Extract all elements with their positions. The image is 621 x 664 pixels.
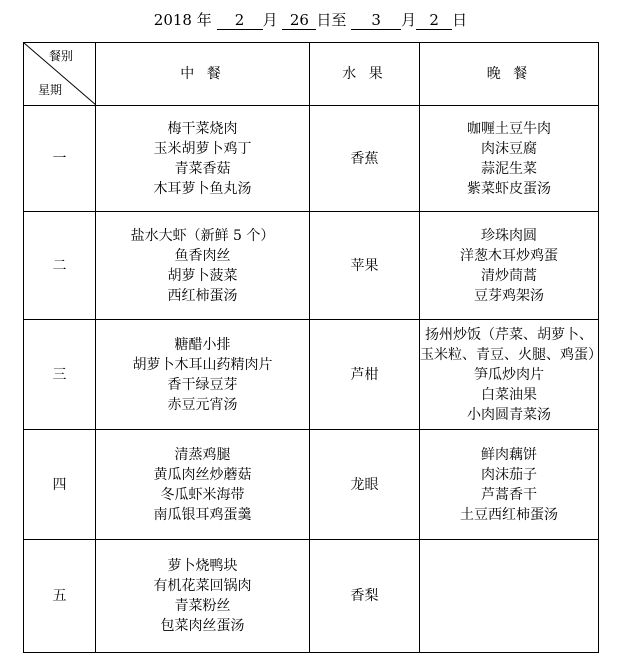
dish-item: 小肉圆青菜汤 — [467, 406, 551, 423]
weekday-cell: 五 — [24, 540, 96, 653]
title-start-month: 2 — [217, 12, 263, 30]
dish-item: 玉米粒、青豆、火腿、鸡蛋） — [420, 346, 602, 363]
dish-item: 萝卜烧鸭块 — [167, 558, 238, 574]
corner-cell — [24, 43, 96, 106]
dish-item: 笋瓜炒肉片 — [474, 366, 544, 383]
table-row — [24, 212, 599, 320]
table-row — [24, 106, 599, 212]
dish-item: 蒜泥生菜 — [481, 160, 537, 177]
table-row — [24, 430, 599, 540]
lunch-cell — [96, 430, 310, 540]
dish-item: 西红柿蛋汤 — [167, 287, 238, 304]
title-end-day: 2 — [416, 12, 452, 30]
weekday-cell: 二 — [24, 212, 96, 320]
header-fruit: 水 果 — [310, 43, 420, 106]
table-row — [24, 540, 599, 653]
dish-item: 糖醋小排 — [174, 336, 231, 353]
dish-item: 珍珠肉圆 — [481, 227, 537, 244]
fruit-cell: 香蕉 — [310, 106, 420, 212]
weekday-cell: 四 — [24, 430, 96, 540]
dish-item: 青菜香菇 — [174, 160, 231, 177]
dish-item: 南瓜银耳鸡蛋羹 — [153, 506, 252, 523]
title-month-unit-2: 月 — [401, 11, 417, 29]
corner-label-meal: 餐别 — [48, 49, 73, 63]
fruit-cell: 芦柑 — [310, 320, 420, 430]
dinner-cell — [420, 430, 599, 540]
title-day-unit: 日 — [452, 11, 468, 29]
lunch-cell — [96, 106, 310, 212]
dish-item: 清蒸鸡腿 — [174, 446, 231, 463]
dish-item: 木耳萝卜鱼丸汤 — [153, 180, 252, 197]
dish-item: 白菜油果 — [481, 386, 537, 403]
dish-item: 肉沫茄子 — [481, 466, 537, 483]
dish-item: 香干绿豆芽 — [167, 376, 238, 393]
dish-item: 土豆西红柿蛋汤 — [460, 506, 558, 523]
title-start-day: 26 — [282, 12, 316, 30]
fruit-cell: 龙眼 — [310, 430, 420, 540]
weekday-cell: 三 — [24, 320, 96, 430]
dish-item: 梅干菜烧肉 — [167, 120, 238, 137]
title-end-month: 3 — [351, 12, 401, 30]
lunch-cell — [96, 320, 310, 430]
header-row — [24, 43, 599, 106]
dinner-cell — [420, 320, 602, 430]
dish-item: 盐水大虾（新鲜 5 个） — [130, 227, 275, 244]
dish-item: 鲜肉藕饼 — [481, 446, 537, 463]
dish-item: 芦蒿香干 — [481, 486, 537, 503]
menu-table — [23, 42, 602, 653]
fruit-cell: 香梨 — [310, 540, 420, 653]
lunch-cell — [96, 212, 310, 320]
dish-item: 冬瓜虾米海带 — [160, 486, 245, 503]
dish-item: 胡萝卜木耳山药精肉片 — [132, 356, 273, 373]
dinner-cell — [420, 212, 599, 320]
dish-item: 青菜粉丝 — [174, 598, 231, 614]
dish-item: 赤豆元宵汤 — [167, 396, 238, 413]
corner-label-weekday: 星期 — [38, 83, 63, 97]
dish-item: 豆芽鸡架汤 — [474, 287, 544, 304]
dish-item: 玉米胡萝卜鸡丁 — [153, 140, 252, 157]
table-row — [24, 320, 599, 430]
dish-item: 有机花菜回锅肉 — [153, 578, 252, 594]
header-lunch: 中 餐 — [96, 43, 310, 106]
page-title — [0, 10, 621, 30]
fruit-cell: 苹果 — [310, 212, 420, 320]
dish-item: 清炒茼蒿 — [481, 267, 537, 284]
dish-item: 紫菜虾皮蛋汤 — [467, 180, 551, 197]
dish-item: 肉沫豆腐 — [481, 140, 537, 157]
title-year: 2018 — [153, 11, 192, 29]
dish-item: 鱼香肉丝 — [174, 247, 231, 264]
title-year-unit: 年 — [196, 11, 212, 29]
dish-item: 包菜肉丝蛋汤 — [160, 618, 245, 634]
lunch-cell — [96, 540, 310, 653]
dinner-cell — [420, 106, 599, 212]
dish-item: 洋葱木耳炒鸡蛋 — [460, 247, 558, 264]
header-dinner: 晚 餐 — [420, 43, 599, 106]
title-day-unit-to: 日至 — [316, 11, 347, 29]
weekday-cell: 一 — [24, 106, 96, 212]
dish-item: 扬州炒饭（芹菜、胡萝卜、 — [425, 326, 593, 343]
dish-item: 胡萝卜菠菜 — [167, 267, 238, 284]
dish-item: 黄瓜肉丝炒蘑菇 — [153, 466, 252, 483]
title-month-unit-1: 月 — [262, 11, 278, 29]
dinner-cell — [420, 540, 599, 653]
dish-item: 咖喱土豆牛肉 — [467, 120, 551, 137]
